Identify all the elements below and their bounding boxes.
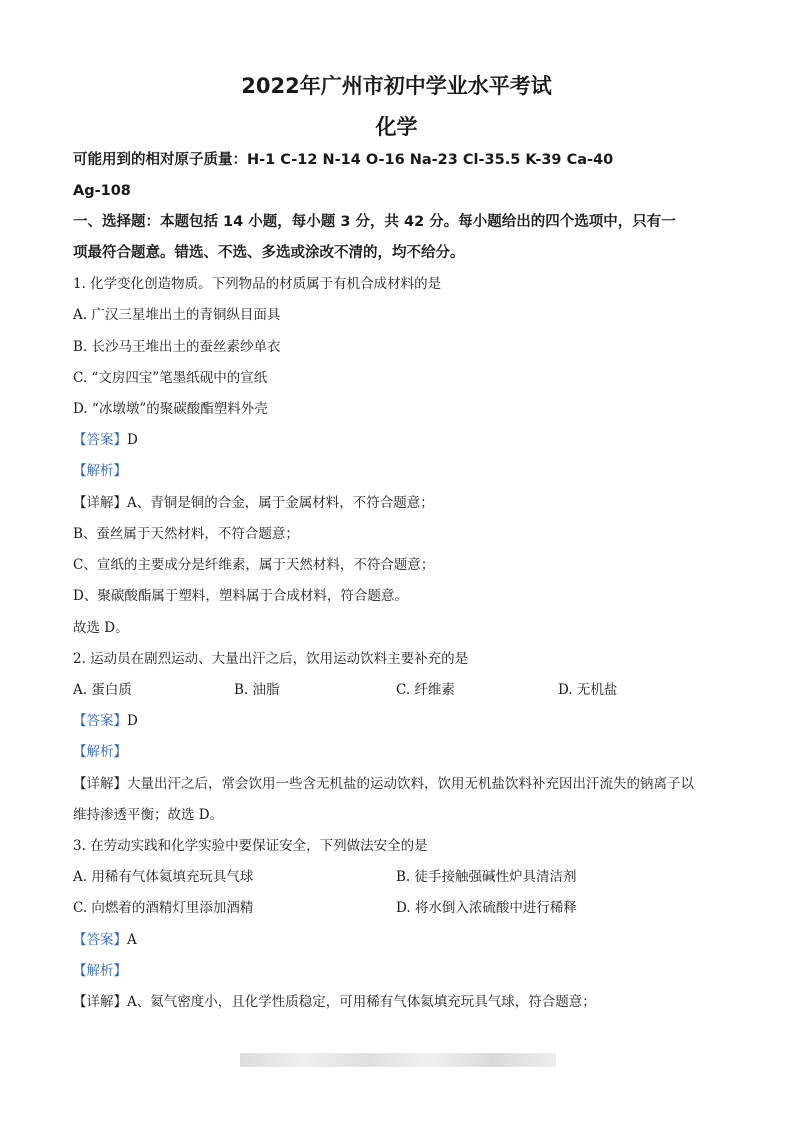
question-3-option-a: A. 用稀有气体氦填充玩具气球 xyxy=(73,869,254,885)
question-1-option-b: B. 长沙马王堆出土的蚕丝素纱单衣 xyxy=(73,339,281,355)
question-1-stem: 1. 化学变化创造物质。下列物品的材质属于有机合成材料的是 xyxy=(73,276,442,292)
question-1-conclusion: 故选 D。 xyxy=(73,620,129,636)
question-3-option-c: C. 向燃着的酒精灯里添加酒精 xyxy=(73,900,254,916)
atomic-mass-line-1: 可能用到的相对原子质量：H-1 C-12 N-14 O-16 Na-23 Cl-35.5 K-39 Ca-40 xyxy=(73,152,614,168)
answer-value: A xyxy=(127,932,137,948)
subject-title: 化学 xyxy=(375,115,418,139)
answer-tag: 【答案】 xyxy=(73,713,127,729)
question-2-answer xyxy=(73,712,138,730)
question-2-analysis-tag: 【解析】 xyxy=(73,744,127,760)
question-2-detail-1 xyxy=(73,775,694,793)
question-2-option-b: B. 油脂 xyxy=(234,682,280,698)
detail-text: A、青铜是铜的合金，属于金属材料，不符合题意； xyxy=(127,495,434,511)
question-3-detail-1 xyxy=(73,993,596,1011)
question-1-option-d: D. “冰墩墩”的聚碳酸酯塑料外壳 xyxy=(73,401,268,417)
question-2-option-a: A. 蛋白质 xyxy=(73,682,132,698)
question-3-option-d: D. 将水倒入浓硫酸中进行稀释 xyxy=(396,900,577,916)
section-instructions-line-1: 一、选择题：本题包括 14 小题，每小题 3 分，共 42 分。每小题给出的四个选项中，只有一 xyxy=(73,214,676,230)
detail-text: A、氦气密度小，且化学性质稳定，可用稀有气体氦填充玩具气球，符合题意； xyxy=(127,994,596,1010)
question-1-detail-3: C、宣纸的主要成分是纤维素，属于天然材料，不符合题意； xyxy=(73,557,435,573)
answer-tag: 【答案】 xyxy=(73,932,127,948)
question-2-option-c: C. 纤维素 xyxy=(396,682,455,698)
question-1-detail-2: B、蚕丝属于天然材料，不符合题意； xyxy=(73,526,299,542)
answer-tag: 【答案】 xyxy=(73,432,127,448)
question-1-option-a: A. 广汉三星堆出土的青铜纵目面具 xyxy=(73,307,281,323)
question-2-stem: 2. 运动员在剧烈运动、大量出汗之后，饮用运动饮料主要补充的是 xyxy=(73,651,469,667)
question-1-option-c: C. “文房四宝”笔墨纸砚中的宣纸 xyxy=(73,370,268,386)
question-1-detail-1 xyxy=(73,494,434,512)
question-3-answer xyxy=(73,931,137,949)
detail-tag: 【详解】 xyxy=(73,776,127,792)
answer-value: D xyxy=(127,713,138,729)
section-instructions-line-2: 项最符合题意。错选、不选、多选或涂改不清的，均不给分。 xyxy=(73,245,465,261)
question-2-option-d: D. 无机盐 xyxy=(558,682,618,698)
detail-tag: 【详解】 xyxy=(73,495,127,511)
answer-value: D xyxy=(127,432,138,448)
question-3-analysis-tag: 【解析】 xyxy=(73,963,127,979)
atomic-mass-line-2: Ag-108 xyxy=(73,183,131,199)
question-3-option-b: B. 徒手接触强碱性炉具清洁剂 xyxy=(396,869,577,885)
question-3-stem: 3. 在劳动实践和化学实验中要保证安全，下列做法安全的是 xyxy=(73,838,428,854)
detail-text: 大量出汗之后，常会饮用一些含无机盐的运动饮料，饮用无机盐饮料补充因出汗流失的钠离子以 xyxy=(127,776,694,792)
blurred-watermark xyxy=(240,1053,556,1067)
question-1-detail-4: D、聚碳酸酯属于塑料，塑料属于合成材料，符合题意。 xyxy=(73,588,408,604)
question-2-detail-2: 维持渗透平衡；故选 D。 xyxy=(73,807,224,823)
exam-title: 2022年广州市初中学业水平考试 xyxy=(241,74,552,98)
question-1-analysis-tag: 【解析】 xyxy=(73,463,127,479)
question-1-answer xyxy=(73,431,138,449)
detail-tag: 【详解】 xyxy=(73,994,127,1010)
